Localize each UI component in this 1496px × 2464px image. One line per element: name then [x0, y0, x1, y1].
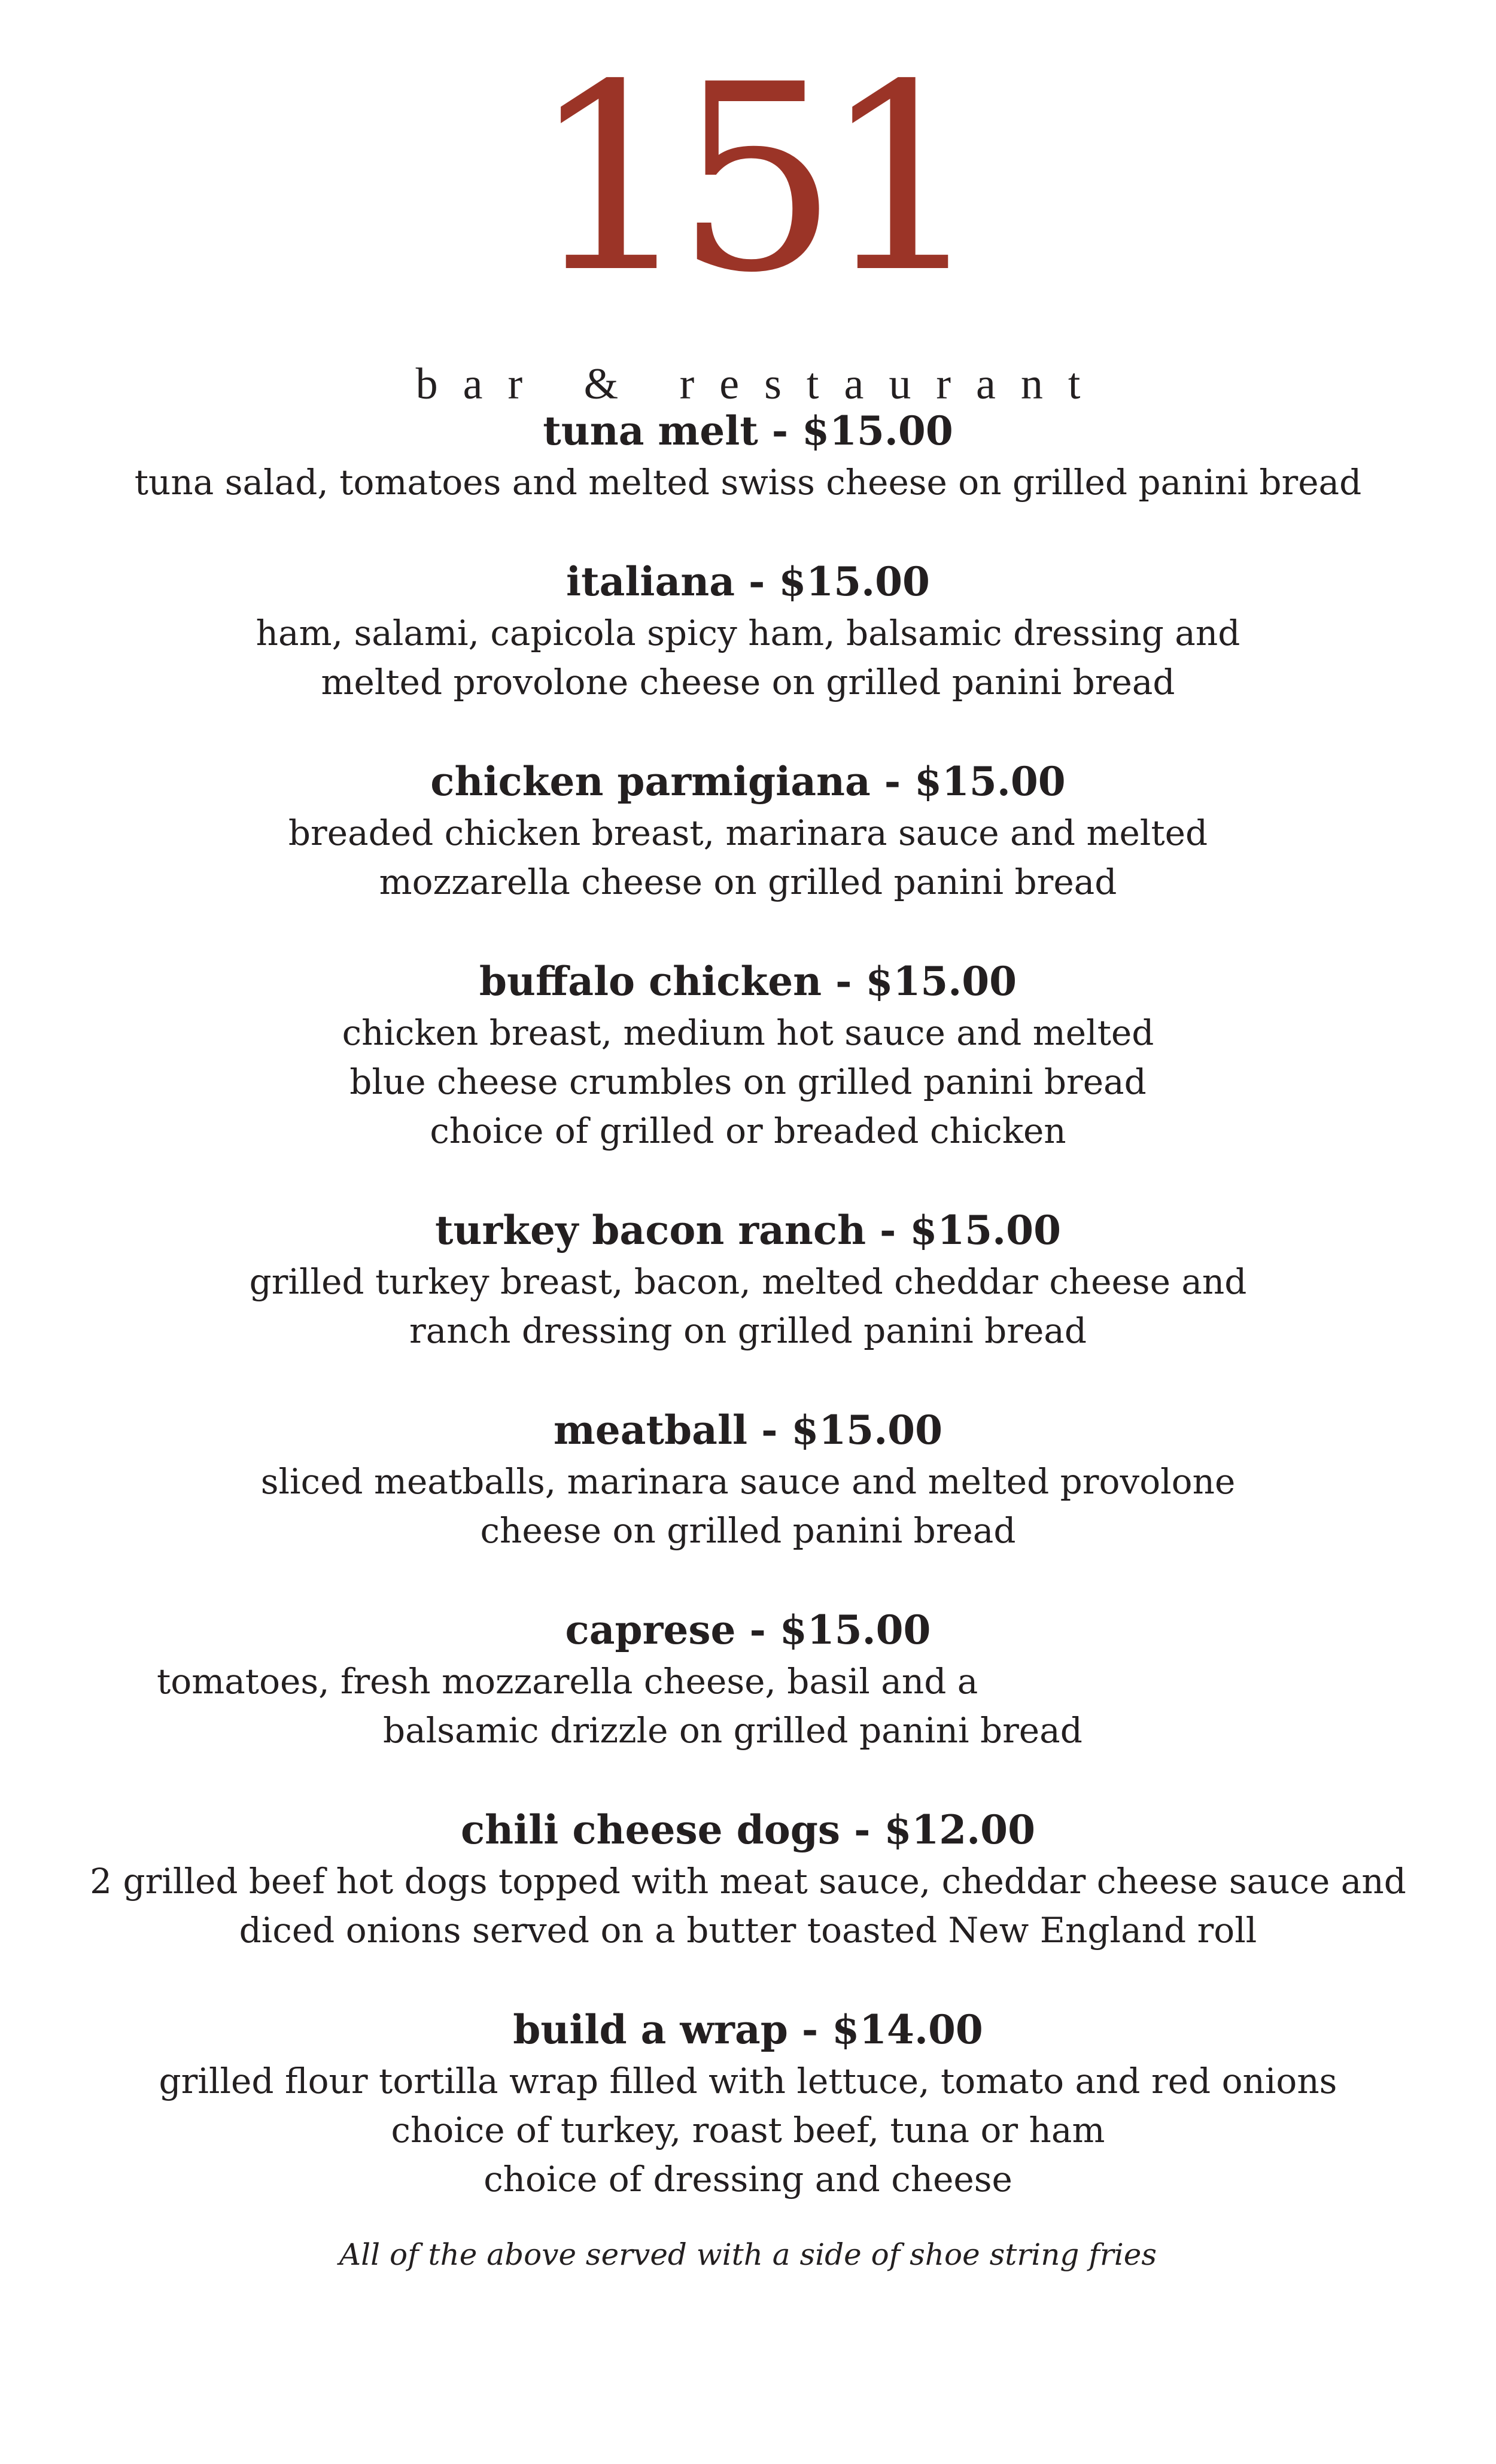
menu-item-description: 2 grilled beef hot dogs topped with meat sauce, cheddar cheese sauce and [90, 1861, 1406, 1902]
menu-item-description: ranch dressing on grilled panini bread [409, 1310, 1087, 1351]
menu-item-description: cheese on grilled panini bread [480, 1510, 1016, 1551]
menu-item-description: mozzarella cheese on grilled panini bread [379, 862, 1117, 902]
menu-item-description: blue cheese crumbles on grilled panini bread [349, 1061, 1147, 1102]
menu-item-turkey-bacon-ranch [0, 1203, 1496, 1355]
logo-tagline: bar & restaurant [415, 360, 1106, 409]
menu-item-description: tuna salad, tomatoes and melted swiss cheese on grilled panini bread [134, 462, 1362, 503]
menu-item-meatball [0, 1403, 1496, 1555]
menu-item-description: sliced meatballs, marinara sauce and melted provolone [260, 1461, 1236, 1502]
menu-item-title: buffalo chicken - $15.00 [479, 958, 1017, 1005]
menu-item-description: choice of grilled or breaded chicken [430, 1111, 1066, 1151]
menu-item-description: chicken breast, medium hot sauce and melted [342, 1012, 1154, 1053]
menu-item-description: balsamic drizzle on grilled panini bread [383, 1710, 1083, 1751]
menu-item-buffalo-chicken [0, 954, 1496, 1155]
logo-number: 151 [529, 30, 967, 329]
menu-item-tuna-melt [0, 404, 1496, 507]
menu-item-title: italiana - $15.00 [566, 558, 930, 605]
menu-item-title: meatball - $15.00 [553, 1407, 943, 1453]
menu-item-description: tomatoes, fresh mozzarella cheese, basil and a [157, 1661, 978, 1702]
menu-item-build-a-wrap [0, 2003, 1496, 2204]
menu-item-description: grilled flour tortilla wrap filled with lettuce, tomato and red onions [159, 2061, 1337, 2101]
menu-item-title: tuna melt - $15.00 [543, 407, 953, 454]
menu-item-caprese [0, 1603, 1496, 1755]
restaurant-logo [0, 30, 1496, 410]
menu-item-chicken-parmigiana [0, 755, 1496, 906]
menu-item-description: choice of turkey, roast beef, tuna or ham [391, 2110, 1105, 2150]
menu-item-description: breaded chicken breast, marinara sauce and melted [288, 813, 1208, 853]
menu-item-title: chicken parmigiana - $15.00 [430, 758, 1066, 805]
menu-item-title: turkey bacon ranch - $15.00 [434, 1207, 1061, 1254]
menu-list [0, 404, 1496, 2276]
menu-item-italiana [0, 555, 1496, 707]
menu-item-description: diced onions served on a butter toasted New England roll [239, 1910, 1257, 1951]
menu-item-chili-cheese-dogs [0, 1803, 1496, 1955]
menu-item-title: caprese - $15.00 [565, 1607, 931, 1653]
menu-item-title: chili cheese dogs - $12.00 [460, 1806, 1036, 1853]
menu-item-description: melted provolone cheese on grilled panini bread [321, 662, 1175, 702]
menu-item-description: choice of dressing and cheese [484, 2159, 1012, 2200]
footer-note: All of the above served with a side of shoe string fries [339, 2237, 1157, 2272]
menu-item-description: ham, salami, capicola spicy ham, balsamic dressing and [256, 613, 1240, 653]
menu-item-description: grilled turkey breast, bacon, melted cheddar cheese and [249, 1261, 1247, 1302]
menu-item-title: build a wrap - $14.00 [513, 2006, 983, 2053]
